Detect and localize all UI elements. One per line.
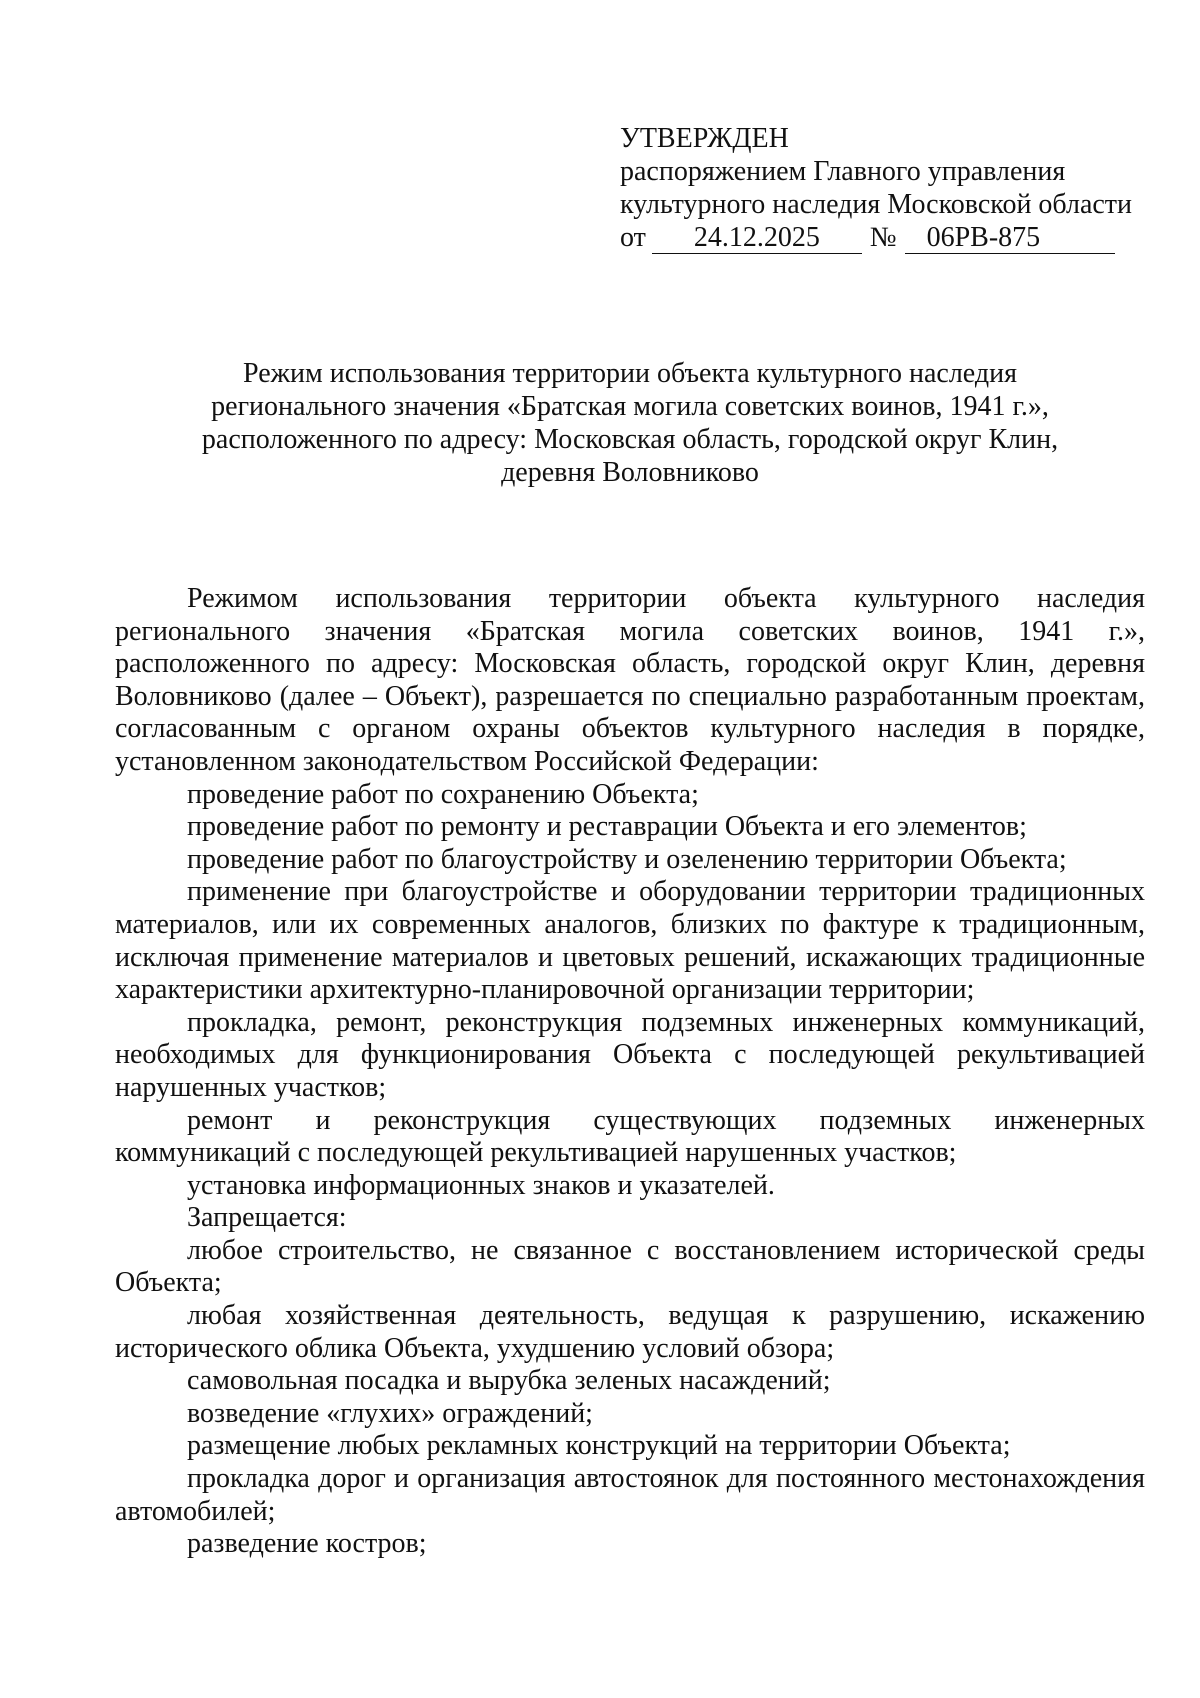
list-item: самовольная посадка и вырубка зеленых насаждений; xyxy=(187,1365,831,1397)
approval-line-2: культурного наследия Московской области xyxy=(620,189,1133,220)
list-item: любая хозяйственная деятельность, ведущая к разрушению, искажению исторического облика Объекта, ухудшению условий обзора; xyxy=(115,1300,1145,1364)
prohibited-heading: Запрещается: xyxy=(187,1202,347,1234)
list-item: размещение любых рекламных конструкций на территории Объекта; xyxy=(187,1430,1011,1462)
list-item: прокладка, ремонт, реконструкция подземных инженерных коммуникаций, необходимых для функционирования Объекта с последующей рекультивацией нарушенных участков; xyxy=(115,1006,1145,1103)
list-item: применение при благоустройстве и оборудовании территории традиционных материалов, или их современных аналогов, близких по фактуре к традиционным, исключая применение материалов и цветовых решений, искажающих традиционные характеристики архитектурно-планировочной организации территории; xyxy=(115,876,1145,1006)
approval-number: 06РВ-875 xyxy=(905,223,1115,254)
title-line: деревня Воловниково xyxy=(501,457,759,488)
number-label: № xyxy=(869,222,897,253)
list-item: проведение работ по благоустройству и озеленению территории Объекта; xyxy=(187,843,1067,875)
list-item: проведение работ по ремонту и реставрации Объекта и его элементов; xyxy=(187,811,1027,843)
title-line: Режим использования территории объекта культурного наследия xyxy=(243,358,1017,389)
from-label: от xyxy=(620,222,646,253)
list-item: разведение костров; xyxy=(187,1528,427,1560)
title-line: расположенного по адресу: Московская область, городской округ Клин, xyxy=(201,424,1059,455)
list-item: установка информационных знаков и указателей. xyxy=(187,1169,775,1201)
list-item: любое строительство, не связанное с восстановлением исторической среды Объекта; xyxy=(115,1234,1145,1299)
paragraph-intro: Режимом использования территории объекта культурного наследия регионального значения «Братская могила советских воинов, 1941 г.», расположенного по адресу: Московская область, городской округ Клин, деревня Воловниково (далее – Объект), разрешается по специально разработанным проектам, согласованным с органом охраны объектов культурного наследия в порядке, установленном законодательством Российской Федерации: xyxy=(115,583,1145,777)
list-item: ремонт и реконструкция существующих подземных инженерных коммуникаций с последующей рекультивацией нарушенных участков; xyxy=(115,1104,1145,1169)
title-line: регионального значения «Братская могила советских воинов, 1941 г.», xyxy=(211,391,1049,422)
approval-reference xyxy=(620,221,1132,254)
approval-heading: УТВЕРЖДЕН xyxy=(620,123,789,154)
approval-date: 24.12.2025 xyxy=(652,223,862,254)
document-title xyxy=(115,357,1145,489)
list-item: возведение «глухих» ограждений; xyxy=(187,1397,593,1429)
document-body xyxy=(115,583,1145,1561)
approval-stamp-block xyxy=(620,122,1132,254)
list-item: проведение работ по сохранению Объекта; xyxy=(187,778,699,810)
list-item: прокладка дорог и организация автостоянок для постоянного местонахождения автомобилей; xyxy=(115,1463,1145,1527)
approval-line-1: распоряжением Главного управления xyxy=(620,156,1066,187)
